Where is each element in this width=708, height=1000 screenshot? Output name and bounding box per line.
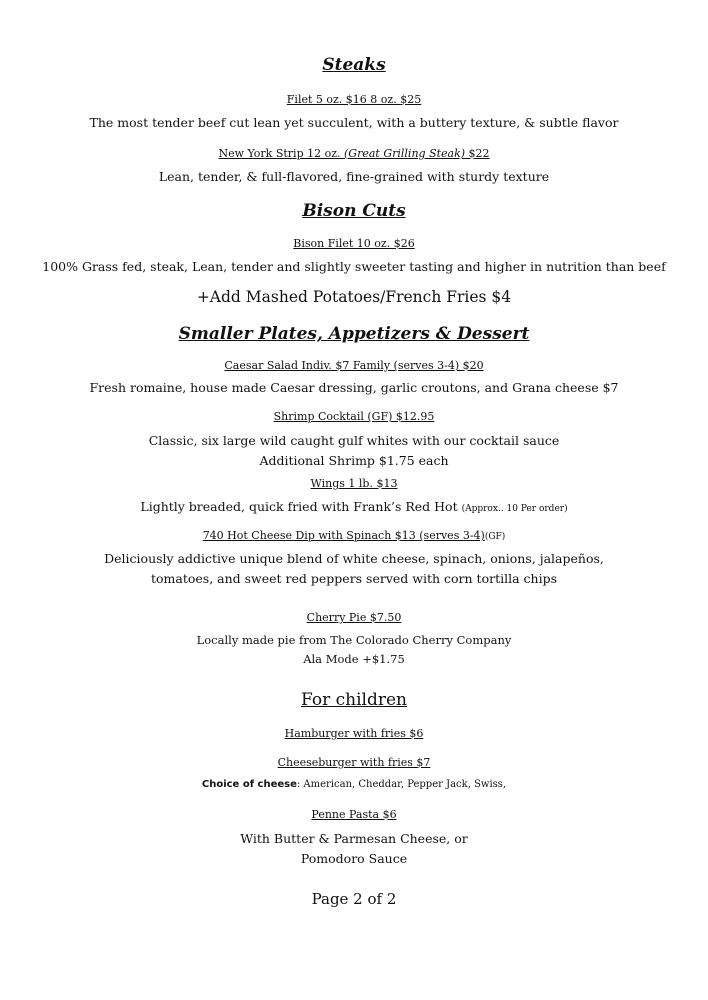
cheese-dip-item bbox=[0, 530, 708, 542]
smaller-plates-heading: Smaller Plates, Appetizers & Dessert bbox=[178, 324, 530, 344]
caesar-salad-item: Caesar Salad Indiv. $7 Family (serves 3-4) $20 bbox=[224, 359, 484, 372]
hamburger-item: Hamburger with fries $6 bbox=[284, 727, 424, 740]
cheese-choice-label: Choice of cheese bbox=[201, 779, 297, 790]
bison-filet-item: Bison Filet 10 oz. $26 bbox=[293, 237, 415, 250]
new-york-strip-item bbox=[0, 148, 708, 159]
cheese-choice-options: : American, Cheddar, Pepper Jack, Swiss, bbox=[296, 779, 507, 790]
bison-filet-description: 100% Grass fed, steak, Lean, tender and slightly sweeter tasting and higher in nutrition than beef bbox=[42, 259, 666, 274]
cheese-dip-gf-note: (GF) bbox=[484, 532, 506, 542]
bison-heading: Bison Cuts bbox=[302, 201, 406, 221]
cheeseburger-item: Cheeseburger with fries $7 bbox=[277, 756, 431, 769]
cheese-dip-description-2: tomatoes, and sweet red peppers served with corn tortilla chips bbox=[151, 571, 557, 586]
new-york-strip-description: Lean, tender, & full-flavored, fine-grained with sturdy texture bbox=[158, 169, 550, 184]
steaks-heading: Steaks bbox=[322, 55, 386, 75]
penne-description-1: With Butter & Parmesan Cheese, or bbox=[240, 831, 468, 846]
penne-pasta-item: Penne Pasta $6 bbox=[311, 808, 397, 821]
cherry-pie-description: Locally made pie from The Colorado Cherry Company bbox=[196, 633, 512, 647]
wings-description bbox=[0, 501, 708, 514]
wings-count-note: (Approx.. 10 Per order) bbox=[461, 504, 568, 514]
penne-description-2: Pomodoro Sauce bbox=[300, 851, 408, 866]
wings-desc-text: Lightly breaded, quick fried with Frank’s Red Hot bbox=[140, 499, 462, 514]
cheese-dip-description-1: Deliciously addictive unique blend of white cheese, spinach, onions, jalapeños, bbox=[104, 551, 604, 566]
caesar-salad-description: Fresh romaine, house made Caesar dressing, garlic croutons, and Grana cheese $7 bbox=[89, 380, 619, 395]
cherry-pie-item: Cherry Pie $7.50 bbox=[306, 611, 402, 624]
filet-item: Filet 5 oz. $16 8 oz. $25 bbox=[286, 93, 422, 106]
shrimp-extra-note: Additional Shrimp $1.75 each bbox=[259, 453, 449, 468]
shrimp-cocktail-description: Classic, six large wild caught gulf whites with our cocktail sauce bbox=[148, 433, 560, 448]
cheese-choice-line bbox=[0, 780, 708, 790]
cheese-dip-name: 740 Hot Cheese Dip with Spinach $13 (serves 3-4) bbox=[202, 529, 485, 542]
add-sides-note: +Add Mashed Potatoes/French Fries $4 bbox=[196, 288, 512, 306]
nys-price: $22 bbox=[465, 147, 490, 160]
wings-item: Wings 1 lb. $13 bbox=[310, 477, 398, 490]
cherry-pie-ala-mode: Ala Mode +$1.75 bbox=[303, 652, 405, 666]
for-children-heading: For children bbox=[301, 690, 407, 710]
shrimp-cocktail-item: Shrimp Cocktail (GF) $12.95 bbox=[273, 410, 435, 423]
nys-note: (Great Grilling Steak) bbox=[344, 147, 466, 160]
nys-name: New York Strip 12 oz. bbox=[218, 147, 345, 160]
page-number: Page 2 of 2 bbox=[311, 890, 397, 908]
filet-description: The most tender beef cut lean yet succulent, with a buttery texture, & subtle flavor bbox=[89, 115, 619, 130]
